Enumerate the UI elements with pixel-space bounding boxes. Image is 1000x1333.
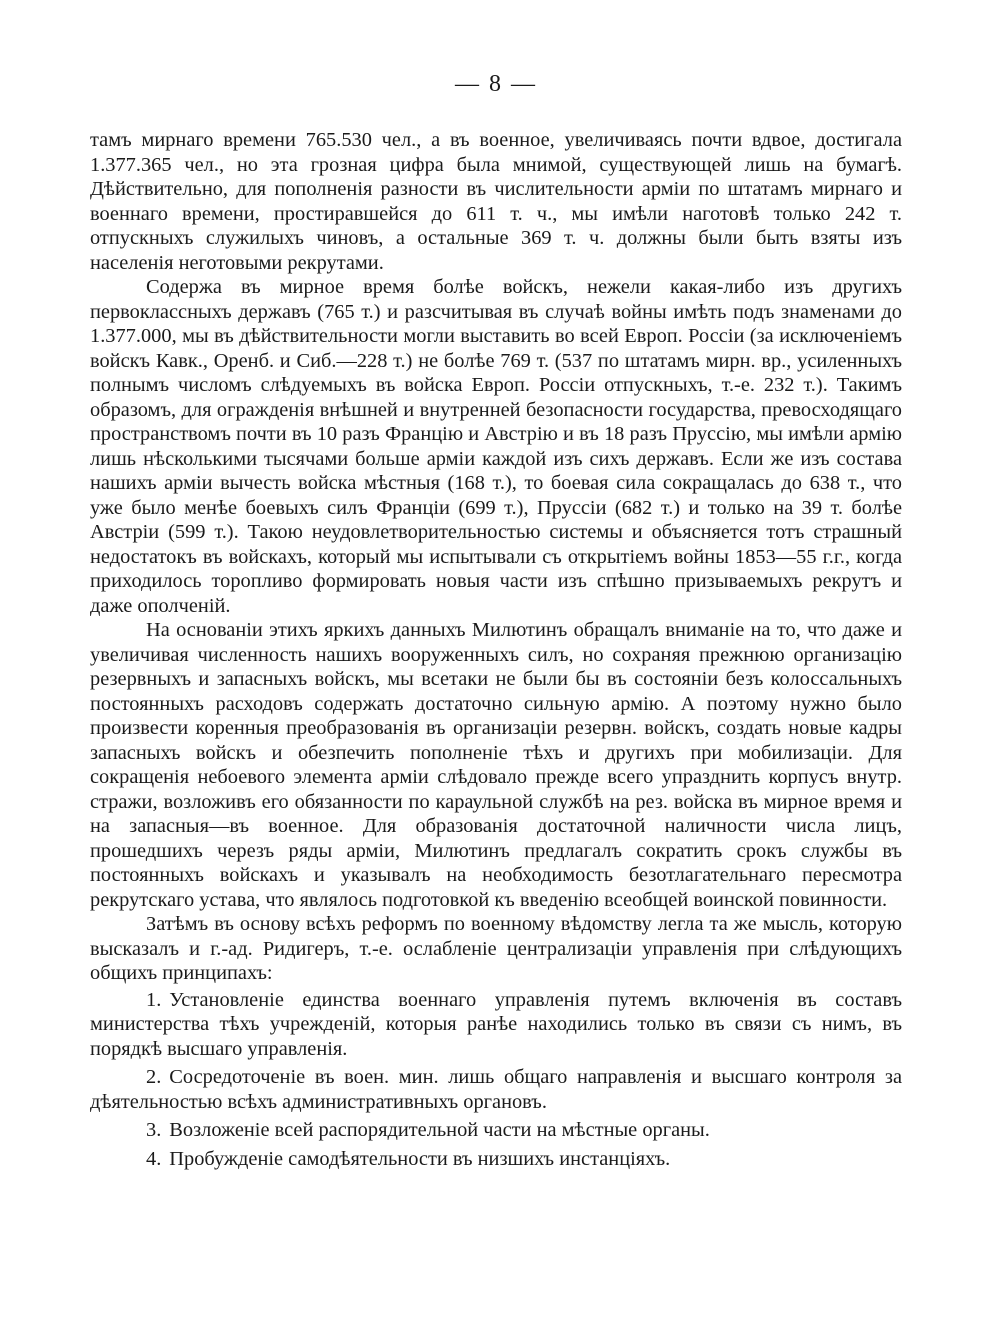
paragraph-army-strength: Содержа въ мирное время болѣе войскъ, нежели какая-либо изъ другихъ первоклассныхъ державъ (765 т.) и разсчитывая въ случаѣ войны имѣть подъ знаменами до 1.377.000, мы въ дѣйствительности могли выставить во всей Европ. Россіи (за исключеніемъ войскъ Кавк., Оренб. и Сиб.—228 т.) не болѣе 769 т. (537 по штатамъ мирн. вр., усиленныхъ полнымъ числомъ слѣдуемыхъ въ войска Европ. Россіи отпускныхъ, т.-е. 232 т.). Такимъ образомъ, для огражденія внѣшней и внутренней безопасности государства, превосходящаго пространствомъ почти въ 10 разъ Францію и Австрію и въ 18 разъ Пруссію, мы имѣли армію лишь нѣсколькими тысячами больше арміи каждой изъ сихъ державъ. Если же изъ состава нашихъ арміи вычесть войска мѣстныя (168 т.), то боевая сила сокращалась до 638 т., что уже было менѣе боевыхъ силъ Франціи (699 т.), Пруссіи (682 т.) и только на 39 т. болѣе Австріи (599 т.). Такою неудовлетворительностью системы и объясняется тотъ страшный недостатокъ въ войскахъ, который мы испытывали съ открытіемъ войны 1853—55 г.г., когда приходилось торопливо формировать новыя части изъ спѣшно призываемыхъ рекрутъ и даже ополченій. xyxy=(90,276,902,617)
paragraph-continued: тамъ мирнаго времени 765.530 чел., а въ военное, увеличиваясь почти вдвое, достигала 1.377.365 чел., но эта грозная цифра была мнимой, существующей лишь на бумагѣ. Дѣйствительно, для пополненія разности въ числительности арміи по штатамъ мирнаго и военнаго времени, простиравшейся до 611 т. ч., мы имѣли наготовѣ только 242 т. отпускныхъ служилыхъ чиновъ, а остальные 369 т. ч. должны были быть взяты изъ населенія неготовыми рекрутами. xyxy=(90,129,902,274)
list-item-text: Сосредоточеніе въ воен. мин. лишь общаго направленія и высшаго контроля за дѣятельностью всѣхъ административныхъ органовъ. xyxy=(90,1066,902,1113)
list-item xyxy=(90,988,902,1062)
document-page xyxy=(90,64,902,1175)
list-item-text: Пробужденіе самодѣятельности въ низшихъ инстанціяхъ. xyxy=(169,1147,671,1170)
paragraph-milyutin-reforms: На основаніи этихъ яркихъ данныхъ Милютинъ обращалъ вниманіе на то, что даже и увеличивая численность нашихъ вооруженныхъ силъ, но сохраняя прежнюю организацію резервныхъ и запасныхъ войскъ, мы всетаки не были бы въ состояніи безъ колоссальныхъ постоянныхъ расходовъ содержать достаточно сильную армію. А поэтому нужно было произвести коренныя преобразованія въ организаціи резервн. войскъ, создать новые кадры запасныхъ войскъ и обезпечить пополненіе тѣхъ и другихъ при мобилизаціи. Для сокращенія небоевого элемента арміи слѣдовало прежде всего упразднить корпусъ внутр. стражи, возложивъ его обязанности по караульной службѣ на рез. войска въ мирное время и на запасныя—въ военное. Для образованія достаточной наличности числа лицъ, прошедшихъ черезъ ряды арміи, Милютинъ предлагалъ сократить срокъ службы въ постоянныхъ войскахъ и указывалъ на необходимость безотлагательнаго пересмотра рекрутскаго устава, что являлось подготовкой къ введенію всеобщей воинской повинности. xyxy=(90,619,902,911)
page-number: — 8 — xyxy=(455,71,537,97)
list-item-number: 4. xyxy=(146,1147,162,1170)
list-item-text: Установленіе единства военнаго управленія путемъ включенія въ составъ министерства тѣхъ учрежденій, которыя ранѣе находились только въ связи съ нимъ, въ порядкѣ высшаго управленія. xyxy=(90,988,902,1060)
list-item-text: Возложеніе всей распорядительной части на мѣстные органы. xyxy=(169,1119,710,1141)
principles-list xyxy=(90,988,902,1172)
paragraph-principles-intro: Затѣмъ въ основу всѣхъ реформъ по военному вѣдомству легла та же мысль, которую высказалъ и г.-ад. Ридигеръ, т.-е. ослабленіе централизаціи управленія при слѣдующихъ общихъ принципахъ: xyxy=(90,913,902,984)
list-item-number: 1. xyxy=(146,988,162,1011)
list-item xyxy=(90,1065,902,1114)
list-item-number: 2. xyxy=(146,1066,162,1088)
list-item xyxy=(90,1118,902,1143)
list-item-number: 3. xyxy=(146,1119,162,1141)
list-item xyxy=(90,1147,902,1172)
